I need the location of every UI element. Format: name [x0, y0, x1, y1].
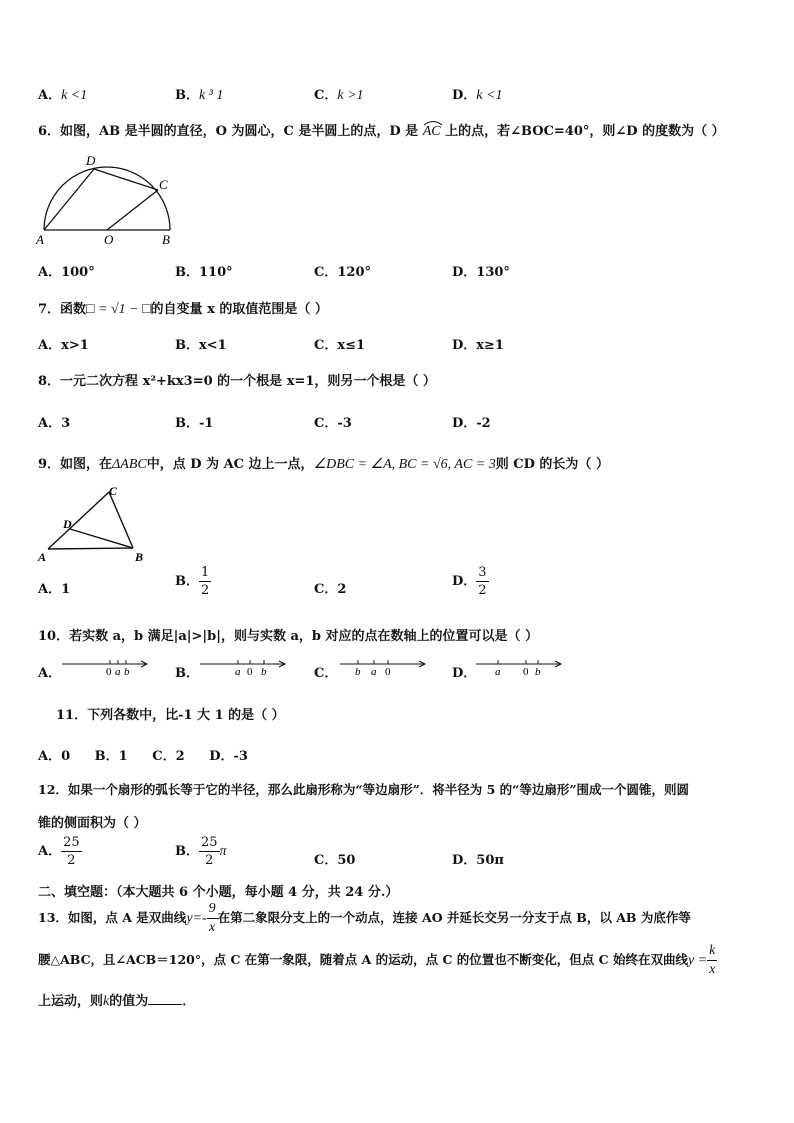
- q5-option-b: [175, 84, 223, 104]
- tick-label: a: [235, 666, 241, 678]
- label-a: A: [36, 232, 44, 247]
- option-letter: B．: [94, 749, 119, 764]
- option-value: x<1: [199, 338, 227, 353]
- tick-label: 0: [523, 666, 529, 678]
- q10-number-line-a: [60, 654, 152, 680]
- option-value: k ³ 1: [199, 88, 224, 103]
- tick-label: b: [535, 666, 541, 678]
- pi-symbol: π: [219, 844, 227, 859]
- tick-label: a: [371, 666, 377, 678]
- denominator: x: [207, 918, 218, 935]
- option-letter: D．: [452, 88, 477, 103]
- option-letter: D．: [452, 265, 477, 280]
- segment-ab: [48, 548, 133, 549]
- q11-option-a: [38, 749, 70, 764]
- denominator: 2: [199, 851, 220, 867]
- q12-text-2: 锥的侧面积为（ ）: [38, 816, 147, 831]
- segment-dc: [94, 169, 158, 190]
- q6-arc-ac: [423, 124, 441, 140]
- q7-text-b: 的自变量 x 的取值范围是（ ）: [150, 302, 328, 317]
- option-letter: B．: [175, 416, 199, 431]
- tick-label: b: [124, 666, 130, 678]
- q9-option-b: [175, 566, 211, 597]
- q10-stem: [38, 625, 538, 644]
- q5-option-a: [38, 84, 87, 104]
- label-d: D: [63, 517, 72, 531]
- q13-text-3a: 上运动，则: [38, 994, 104, 1009]
- option-value: 110°: [199, 265, 233, 280]
- q9-text-a: 9．如图，在: [38, 457, 113, 472]
- numerator: 9: [208, 901, 216, 916]
- option-letter: C．: [152, 749, 176, 764]
- tick-label: a: [495, 666, 501, 678]
- numerator: 25: [201, 835, 218, 850]
- q8-option-b: [175, 412, 213, 431]
- q8-option-a: [38, 412, 70, 431]
- q7-formula: □ = √1 − □: [86, 302, 151, 317]
- option-value: 1: [118, 749, 128, 764]
- option-letter: A．: [38, 749, 62, 764]
- fraction: [199, 836, 220, 867]
- q12-option-d: [452, 849, 504, 868]
- option-letter: B．: [175, 844, 199, 859]
- option-letter: B．: [175, 574, 199, 589]
- q13-line-2: [38, 944, 717, 977]
- option-value: 50: [337, 853, 356, 868]
- q10-option-b: [175, 662, 199, 681]
- q8-text: 8．一元二次方程 x²+kx3=0 的一个根是 x=1，则另一个根是（ ）: [38, 374, 436, 389]
- option-letter: B．: [175, 265, 199, 280]
- semicircle-arc: [44, 167, 170, 230]
- q13-hyperbola-2: y =: [687, 953, 708, 968]
- option-value: 3: [61, 416, 71, 431]
- q10-number-line-d: [474, 654, 566, 680]
- tick-label: b: [261, 666, 267, 678]
- q10-option-c: [314, 662, 337, 681]
- option-value: 0: [61, 749, 71, 764]
- option-letter: D．: [452, 416, 477, 431]
- section-title: 二、填空题：（本大题共 6 个小题，每小题 4 分，共 24 分.）: [38, 885, 399, 900]
- q13-text-2a: 腰△ABC，且∠ACB＝120°，点 C 在第一象限，随着点 A 的运动，点 C 的位置也不断变化，但点 C 始终在双曲线: [38, 952, 688, 967]
- option-letter: D．: [452, 574, 477, 589]
- q8-stem: [38, 370, 436, 389]
- q12-option-a: [38, 836, 82, 867]
- label-b: B: [162, 232, 170, 247]
- option-letter: C．: [314, 853, 338, 868]
- arc-mark-icon: [423, 120, 443, 126]
- label-d: D: [86, 153, 96, 168]
- option-value: k <1: [476, 88, 503, 103]
- denominator: 2: [61, 851, 82, 867]
- q7-option-a: [38, 334, 89, 353]
- label-c: C: [159, 177, 168, 192]
- option-letter: C．: [314, 265, 338, 280]
- q9-text-c: 则 CD 的长为（ ）: [495, 457, 609, 472]
- q10-option-a: [38, 662, 61, 681]
- q9-stem: [38, 453, 609, 473]
- option-letter: A．: [38, 666, 62, 681]
- numerator: k: [709, 943, 716, 958]
- option-value: 1: [61, 582, 71, 597]
- option-letter: A．: [38, 88, 62, 103]
- fraction: [199, 566, 211, 597]
- q12-line-2: [38, 812, 147, 831]
- q6-option-a: [38, 261, 95, 280]
- tick-label: 0: [106, 666, 112, 678]
- q6-option-d: [452, 261, 510, 280]
- q6-option-c: [314, 261, 371, 280]
- label-a: A: [38, 550, 47, 564]
- option-value: -3: [337, 416, 352, 431]
- arc-label: AC: [422, 124, 441, 139]
- tick-label: 0: [247, 666, 253, 678]
- option-value: k >1: [337, 88, 364, 103]
- option-letter: A．: [38, 416, 62, 431]
- option-letter: D．: [452, 853, 477, 868]
- segment-oc: [107, 190, 158, 230]
- q11-options: [38, 745, 248, 764]
- q10-number-line-b: [198, 654, 290, 680]
- q10-number-line-c: [338, 654, 430, 680]
- option-value: x≥1: [476, 338, 504, 353]
- option-value: x≤1: [337, 338, 366, 353]
- q7-option-c: [314, 334, 365, 353]
- q13-text-1b: 在第二象限分支上的一个动点，连接 AO 并延长交另一分支于点 B，以 AB 为底作等: [217, 910, 691, 925]
- q11-stem: [56, 704, 285, 723]
- segment-ac: [48, 492, 109, 549]
- q9-option-c: [314, 578, 346, 597]
- option-value: 100°: [61, 265, 95, 280]
- option-value: 130°: [476, 265, 510, 280]
- q6-text-b: 上的点，若∠BOC=40°，则∠D 的度数为（ ）: [445, 124, 725, 139]
- q13-line-3: [38, 990, 195, 1010]
- option-letter: C．: [314, 88, 338, 103]
- q6-option-b: [175, 261, 233, 280]
- q9-text-b: 中，点 D 为 AC 边上一点，: [146, 457, 314, 472]
- option-value: 2: [337, 582, 347, 597]
- q13-line-1: [38, 902, 691, 935]
- fraction: [61, 836, 82, 867]
- q9-condition: ∠DBC = ∠A, BC = √6, AC = 3: [313, 457, 496, 472]
- option-letter: C．: [314, 582, 338, 597]
- q6-figure: [30, 150, 190, 250]
- option-letter: A．: [38, 582, 62, 597]
- option-letter: C．: [314, 416, 338, 431]
- q13-hyperbola-1: y=-: [186, 911, 207, 926]
- denominator: x: [709, 962, 716, 977]
- denominator: 2: [201, 583, 210, 598]
- q5-option-c: [314, 84, 364, 104]
- q8-option-d: [452, 412, 491, 431]
- q11-text: 11．下列各数中，比-1 大 1 的是（ ）: [56, 708, 285, 723]
- q5-option-d: [452, 84, 502, 104]
- tick-label: a: [115, 666, 121, 678]
- option-letter: B．: [175, 338, 199, 353]
- q7-stem: [38, 298, 328, 318]
- numerator: 25: [63, 835, 80, 850]
- answer-blank[interactable]: [148, 992, 182, 1005]
- option-value: x>1: [61, 338, 89, 353]
- q10-option-d: [452, 662, 476, 681]
- option-letter: D．: [452, 666, 477, 681]
- fraction: [707, 944, 717, 977]
- option-letter: A．: [38, 338, 62, 353]
- option-letter: D．: [452, 338, 477, 353]
- q7-text-a: 7．函数: [38, 302, 87, 317]
- q8-option-c: [314, 412, 352, 431]
- numerator: 1: [201, 565, 210, 580]
- q9-triangle: ΔABC: [112, 457, 147, 472]
- label-c: C: [109, 484, 118, 498]
- q11-option-d: [209, 749, 248, 764]
- option-letter: A．: [38, 265, 62, 280]
- q13-text-1a: 13．如图，点 A 是双曲线: [38, 910, 187, 925]
- q9-figure: [36, 482, 156, 566]
- q11-option-b: [95, 749, 128, 764]
- q6-stem: [38, 120, 725, 140]
- tick-label: 0: [385, 666, 391, 678]
- q13-text-3b: 的值为: [109, 994, 149, 1009]
- fraction: [207, 902, 218, 935]
- q10-text: 10．若实数 a，b 满足|a|>|b|，则与实数 a，b 对应的点在数轴上的位置可以是（ ）: [38, 629, 539, 644]
- option-value: 50π: [476, 853, 504, 868]
- segment-cb: [109, 492, 133, 548]
- option-letter: A．: [38, 844, 62, 859]
- q7-option-b: [175, 334, 227, 353]
- q9-option-d: [452, 566, 489, 597]
- option-value: -1: [199, 416, 214, 431]
- label-o: O: [104, 232, 114, 247]
- q13-k: k: [103, 994, 110, 1009]
- option-value: -2: [476, 416, 491, 431]
- denominator: 2: [478, 583, 487, 598]
- q7-option-d: [452, 334, 504, 353]
- q12-text-1: 12．如果一个扇形的弧长等于它的半径，那么此扇形称为“等边扇形”．将半径为 5 的“等边扇形”围成一个圆锥，则圆: [38, 782, 690, 797]
- tick-label: b: [355, 666, 361, 678]
- q12-line-1: [38, 780, 689, 798]
- option-value: -3: [233, 749, 248, 764]
- q13-text-3c: ．: [182, 994, 196, 1009]
- q9-option-a: [38, 578, 70, 597]
- label-b: B: [135, 550, 144, 564]
- numerator: 3: [478, 565, 487, 580]
- segment-db: [70, 529, 133, 548]
- option-letter: C．: [314, 666, 338, 681]
- q11-option-c: [152, 749, 184, 764]
- q12-option-c: [314, 849, 355, 868]
- q12-option-b: [175, 836, 227, 867]
- option-value: k <1: [61, 88, 88, 103]
- option-letter: C．: [314, 338, 338, 353]
- fraction: [476, 566, 488, 597]
- option-letter: B．: [175, 88, 199, 103]
- option-value: 2: [175, 749, 185, 764]
- section-heading-fill-in: [38, 881, 398, 900]
- q6-text-a: 6．如图，AB 是半圆的直径，O 为圆心，C 是半圆上的点，D 是: [38, 124, 419, 139]
- option-letter: B．: [175, 666, 199, 681]
- option-value: 120°: [337, 265, 371, 280]
- option-letter: D．: [209, 749, 234, 764]
